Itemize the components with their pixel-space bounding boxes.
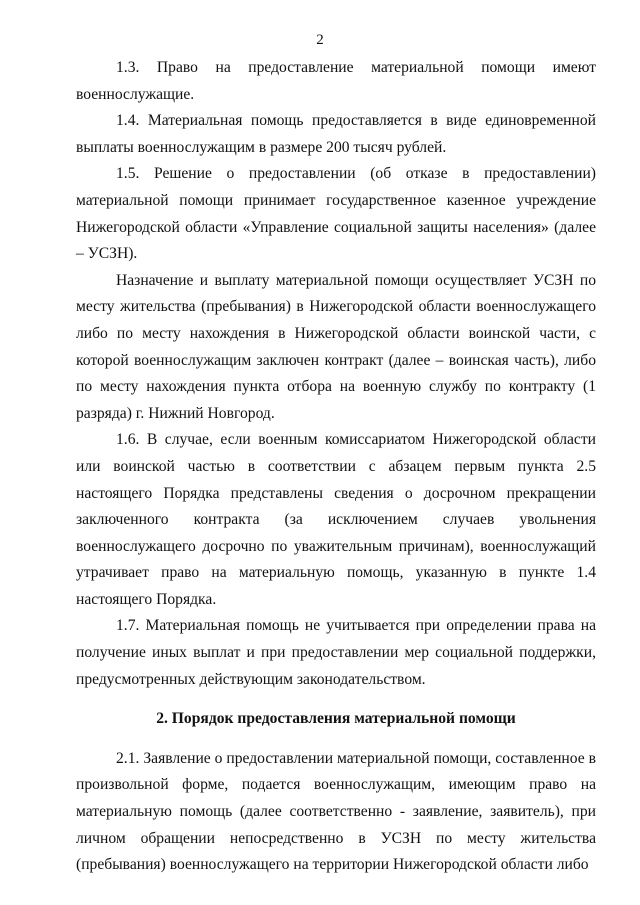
document-body xyxy=(76,55,596,879)
paragraph-1-5: 1.5. Решение о предоставлении (об отказе в предоставлении) материальной помощи принимает государственное казенное учреждение Нижегородской области «Управление социальной защиты населения» (далее – УСЗН). xyxy=(76,165,596,263)
paragraph-payment-assignment: Назначение и выплату материальной помощи осуществляет УСЗН по месту жительства (пребывания) в Нижегородской области военнослужащего либо по месту нахождения в Нижегородской области воинской части, с которой военнослужащим заключен контракт (далее – воинская часть), либо по месту нахождения пункта отбора на военную службу по контракту (1 разряда) г. Нижний Новгород. xyxy=(76,271,596,422)
paragraph-2-1: 2.1. Заявление о предоставлении материальной помощи, составленное в произвольной форме, подается военнослужащим, имеющим право на материальную помощь (далее соответственно - заявление, заявитель), при личном обращении непосредственно в УСЗН по месту жительства (пребывания) военнослужащего на территории Нижегородской области либо xyxy=(76,749,596,874)
paragraph-1-6: 1.6. В случае, если военным комиссариатом Нижегородской области или воинской частью в соответствии с абзацем первым пункта 2.5 настоящего Порядка представлены сведения о досрочном прекращении заключенного контракта (за исключением случаев увольнения военнослужащего досрочно по уважительным причинам), военнослужащий утрачивает право на материальную помощь, указанную в пункте 1.4 настоящего Порядка. xyxy=(76,431,596,608)
paragraph-1-3: 1.3. Право на предоставление материальной помощи имеют военнослужащие. xyxy=(76,59,596,103)
section-heading: 2. Порядок предоставления материальной помощи xyxy=(156,710,516,728)
paragraph-1-4: 1.4. Материальная помощь предоставляется в виде единовременной выплаты военнослужащим в размере 200 тысяч рублей. xyxy=(76,112,596,156)
paragraph-1-7: 1.7. Материальная помощь не учитывается при определении права на получение иных выплат и при предоставлении мер социальной поддержки, предусмотренных действующим законодательством. xyxy=(76,617,596,688)
page-number: 2 xyxy=(316,32,324,48)
